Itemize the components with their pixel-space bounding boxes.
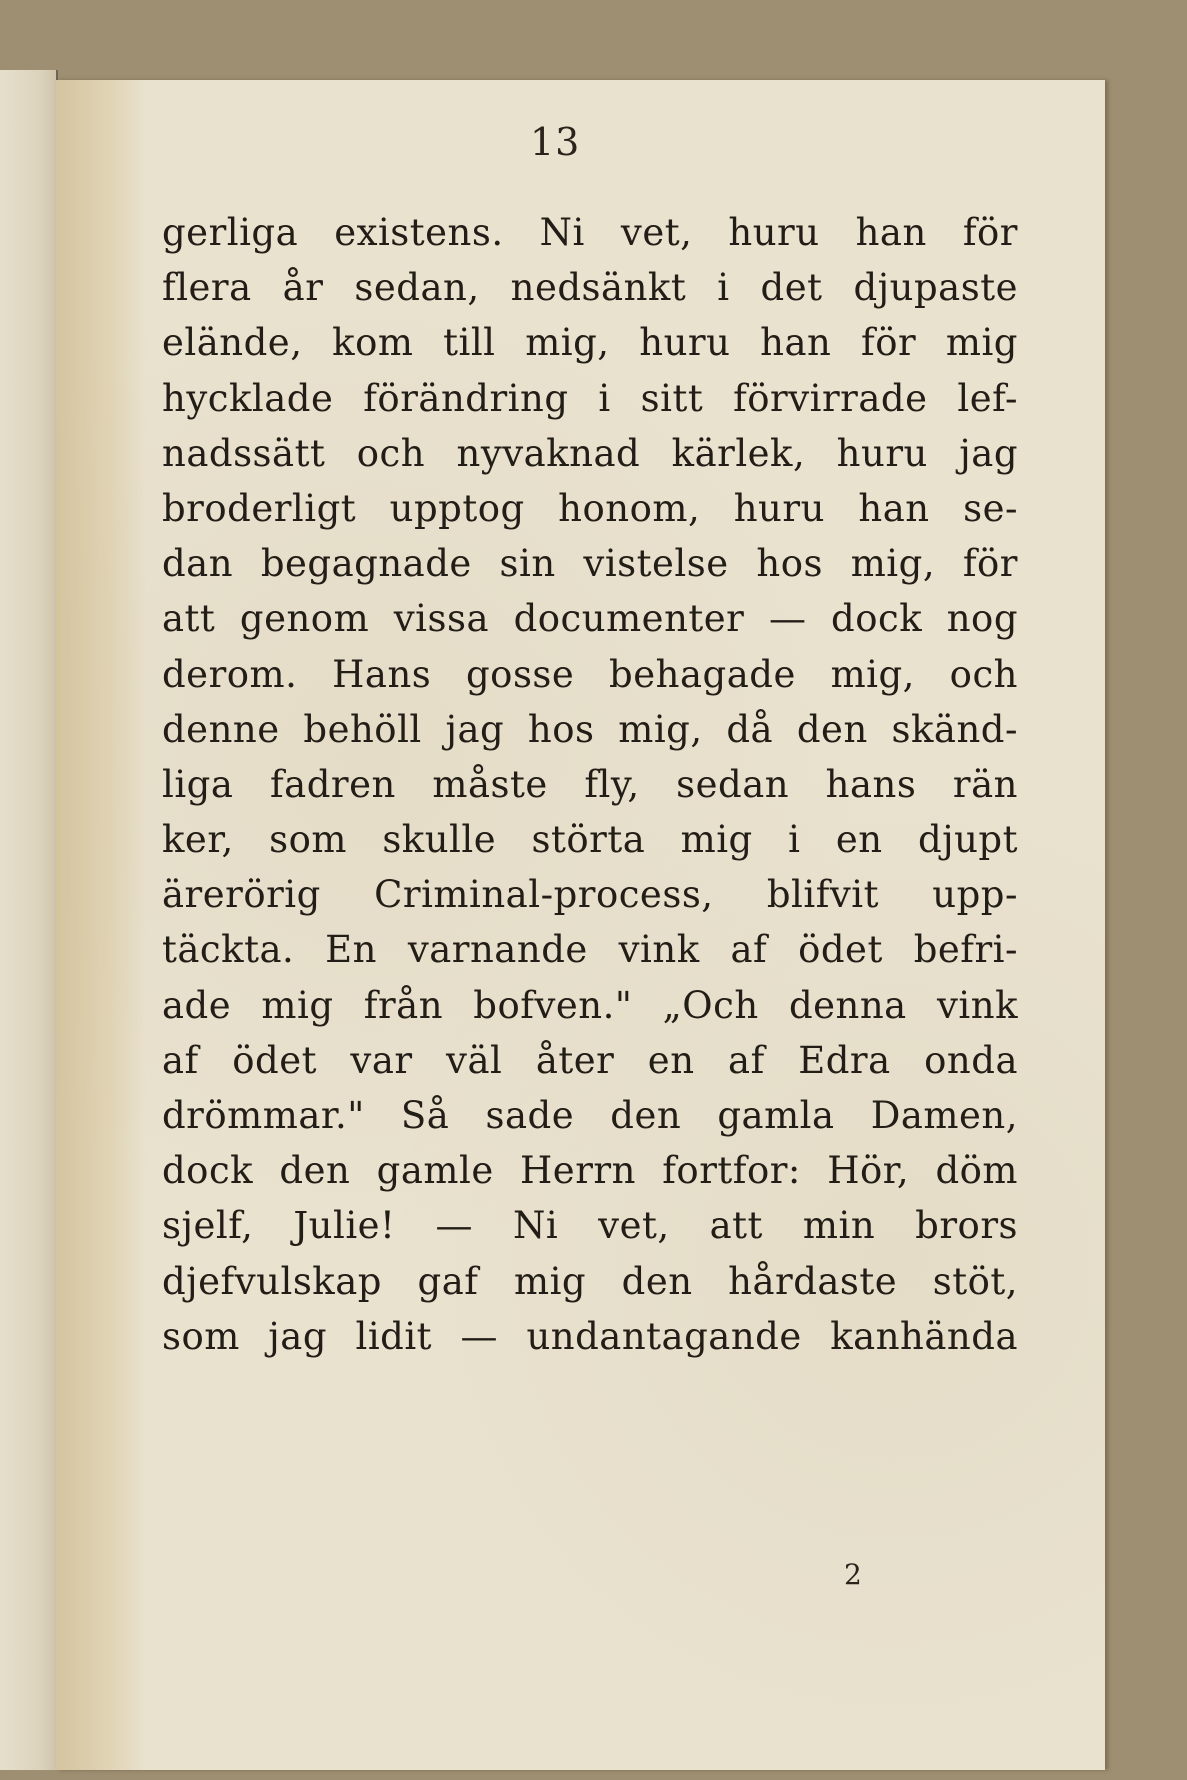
previous-page-edge xyxy=(0,70,58,1770)
text-line: broderligt upptog honom, huru han se- xyxy=(162,486,1018,530)
text-line: gerliga existens. Ni vet, huru han för xyxy=(162,211,1018,254)
text-line: nadssätt och nyvaknad kärlek, huru jag xyxy=(162,431,1018,475)
book-page xyxy=(56,80,1105,1770)
text-line: täckta. En varnande vink af ödet befri- xyxy=(162,928,1018,972)
text-line: ade mig från bofven." „Och denna vink xyxy=(162,983,1018,1027)
text-line: denne behöll jag hos mig, då den skänd- xyxy=(162,707,1018,751)
text-line: liga fadren måste fly, sedan hans rän xyxy=(162,762,1018,806)
signature-mark: 2 xyxy=(844,1558,862,1591)
text-line: dock den gamle Herrn fortfor: Hör, döm xyxy=(162,1149,1018,1193)
text-line: ärerörig Criminal-process, blifvit upp- xyxy=(162,873,1018,917)
text-line: drömmar." Så sade den gamla Damen, xyxy=(162,1094,1018,1137)
text-line: af ödet var väl åter en af Edra onda xyxy=(162,1038,1018,1082)
binding-gutter xyxy=(56,80,146,1770)
text-line: att genom vissa documenter — dock nog xyxy=(162,597,1018,641)
text-line: flera år sedan, nedsänkt i det djupaste xyxy=(162,266,1018,310)
body-text xyxy=(162,205,1018,1364)
text-line: dan begagnade sin vistelse hos mig, för xyxy=(162,542,1018,586)
text-line: djefvulskap gaf mig den hårdaste stöt, xyxy=(162,1259,1018,1303)
text-line: hycklade förändring i sitt förvirrade lef- xyxy=(162,376,1018,420)
text-line: sjelf, Julie! — Ni vet, att min brors xyxy=(162,1204,1018,1248)
text-line: ker, som skulle störta mig i en djupt xyxy=(162,818,1018,862)
text-line: derom. Hans gosse behagade mig, och xyxy=(162,652,1018,696)
text-line: elände, kom till mig, huru han för mig xyxy=(162,321,1018,365)
text-line: som jag lidit — undantagande kanhända xyxy=(162,1314,1018,1358)
page-number: 13 xyxy=(530,120,581,164)
